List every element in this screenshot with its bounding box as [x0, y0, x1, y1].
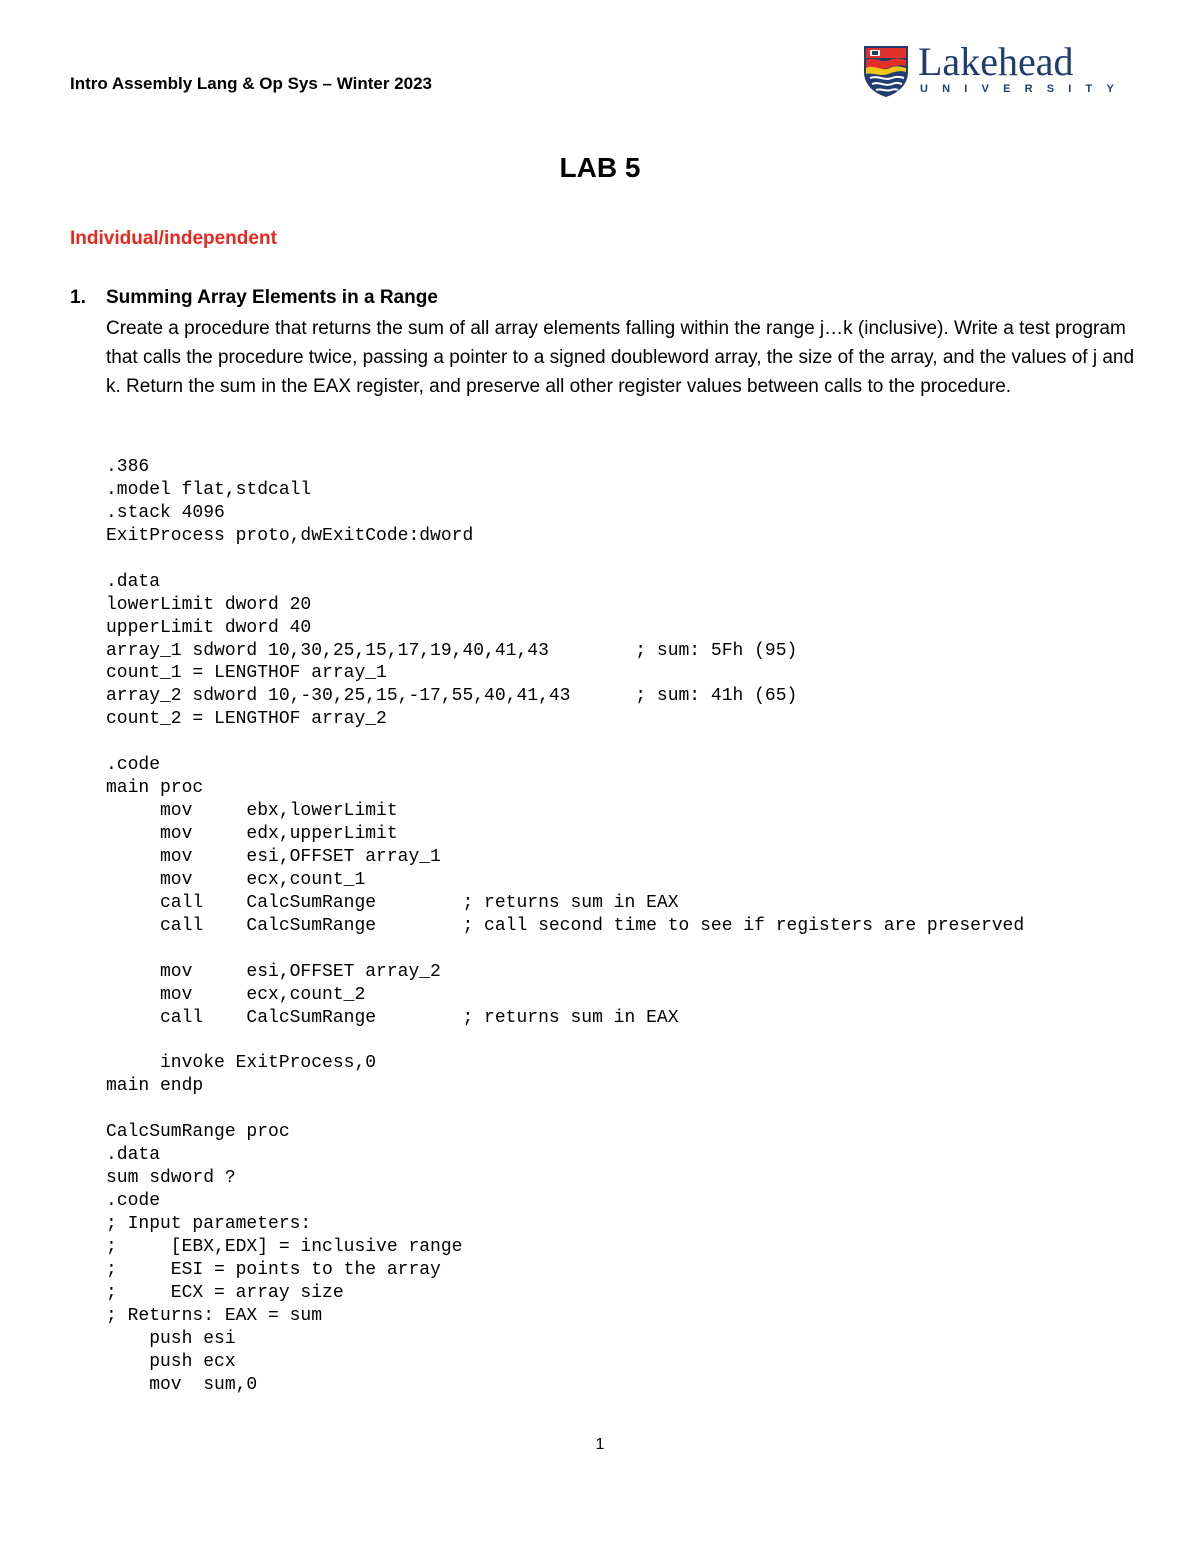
code-line: mov ecx,count_2 [106, 984, 366, 1005]
code-line: mov ecx,count_1 [106, 869, 366, 890]
code-line: .386 [106, 457, 150, 477]
lakehead-crest-icon [862, 44, 910, 98]
code-line: array_1 sdword 10,30,25,15,17,19,40,41,43 ; sum: 5Fh (95) [106, 640, 798, 661]
code-line: mov ebx,lowerLimit [106, 801, 398, 822]
code-line [106, 1098, 1024, 1121]
code-line: main endp [106, 1076, 204, 1097]
code-line: call CalcSumRange ; returns sum in EAX [106, 1007, 679, 1028]
logo-subtitle: UNIVERSITY [920, 83, 1129, 95]
question-number: 1. [70, 287, 86, 308]
code-line: mov esi,OFFSET array_1 [106, 846, 441, 867]
code-line: ; [EBX,EDX] = inclusive range [106, 1236, 463, 1257]
code-line: count_2 = LENGTHOF array_2 [106, 709, 387, 730]
code-line: invoke ExitProcess,0 [106, 1053, 377, 1074]
code-line: .data [106, 571, 161, 592]
code-line: array_2 sdword 10,-30,25,15,-17,55,40,41,43 ; sum: 41h (65) [106, 686, 798, 707]
code-line: ; ESI = points to the array [106, 1259, 441, 1280]
code-line: call CalcSumRange ; returns sum in EAX [106, 892, 679, 913]
code-line: sum sdword ? [106, 1168, 236, 1189]
code-line: push ecx [106, 1351, 236, 1372]
code-line [106, 938, 1024, 961]
code-line: main proc [106, 778, 204, 799]
code-line: mov esi,OFFSET array_2 [106, 961, 441, 982]
code-line: lowerLimit dword 20 [106, 594, 312, 615]
code-line [106, 548, 1024, 571]
code-line: .data [106, 1145, 161, 1166]
code-line [106, 1029, 1024, 1052]
code-line: call CalcSumRange ; call second time to see if registers are preserved [106, 915, 1025, 936]
code-line: CalcSumRange proc [106, 1122, 290, 1143]
code-line: mov sum,0 [106, 1374, 258, 1395]
code-line: ; Input parameters: [106, 1213, 312, 1234]
code-line: .code [106, 755, 161, 776]
code-line [106, 731, 1024, 754]
code-line: ExitProcess proto,dwExitCode:dword [106, 525, 474, 546]
code-listing [106, 456, 1024, 1396]
code-line: ; ECX = array size [106, 1282, 344, 1303]
code-line: push esi [106, 1328, 236, 1349]
code-line: mov edx,upperLimit [106, 824, 398, 844]
code-line: upperLimit dword 40 [106, 617, 312, 638]
course-header: Intro Assembly Lang & Op Sys – Winter 2023 [70, 74, 432, 93]
page-number: 1 [595, 1436, 605, 1453]
university-logo [862, 39, 1129, 100]
section-label: Individual/independent [70, 228, 277, 249]
code-line: .code [106, 1191, 161, 1211]
code-line: count_1 = LENGTHOF array_1 [106, 663, 387, 684]
code-line: ; Returns: EAX = sum [106, 1305, 323, 1326]
code-line: .model flat,stdcall [106, 479, 312, 500]
code-line: .stack 4096 [106, 502, 225, 523]
question-body: Create a procedure that returns the sum of all array elements falling within the range j…k (inclusive). Write a test program that calls the procedure twice, passing a pointer to a signed doubleword array, the size of the array, and the values of j and k. Return the sum in the EAX register, and preserve all other register values between calls to the procedure. [106, 318, 1135, 397]
question-title: Summing Array Elements in a Range [106, 287, 438, 308]
logo-wordmark: Lakehead [918, 39, 1074, 84]
page-title: LAB 5 [559, 152, 641, 183]
